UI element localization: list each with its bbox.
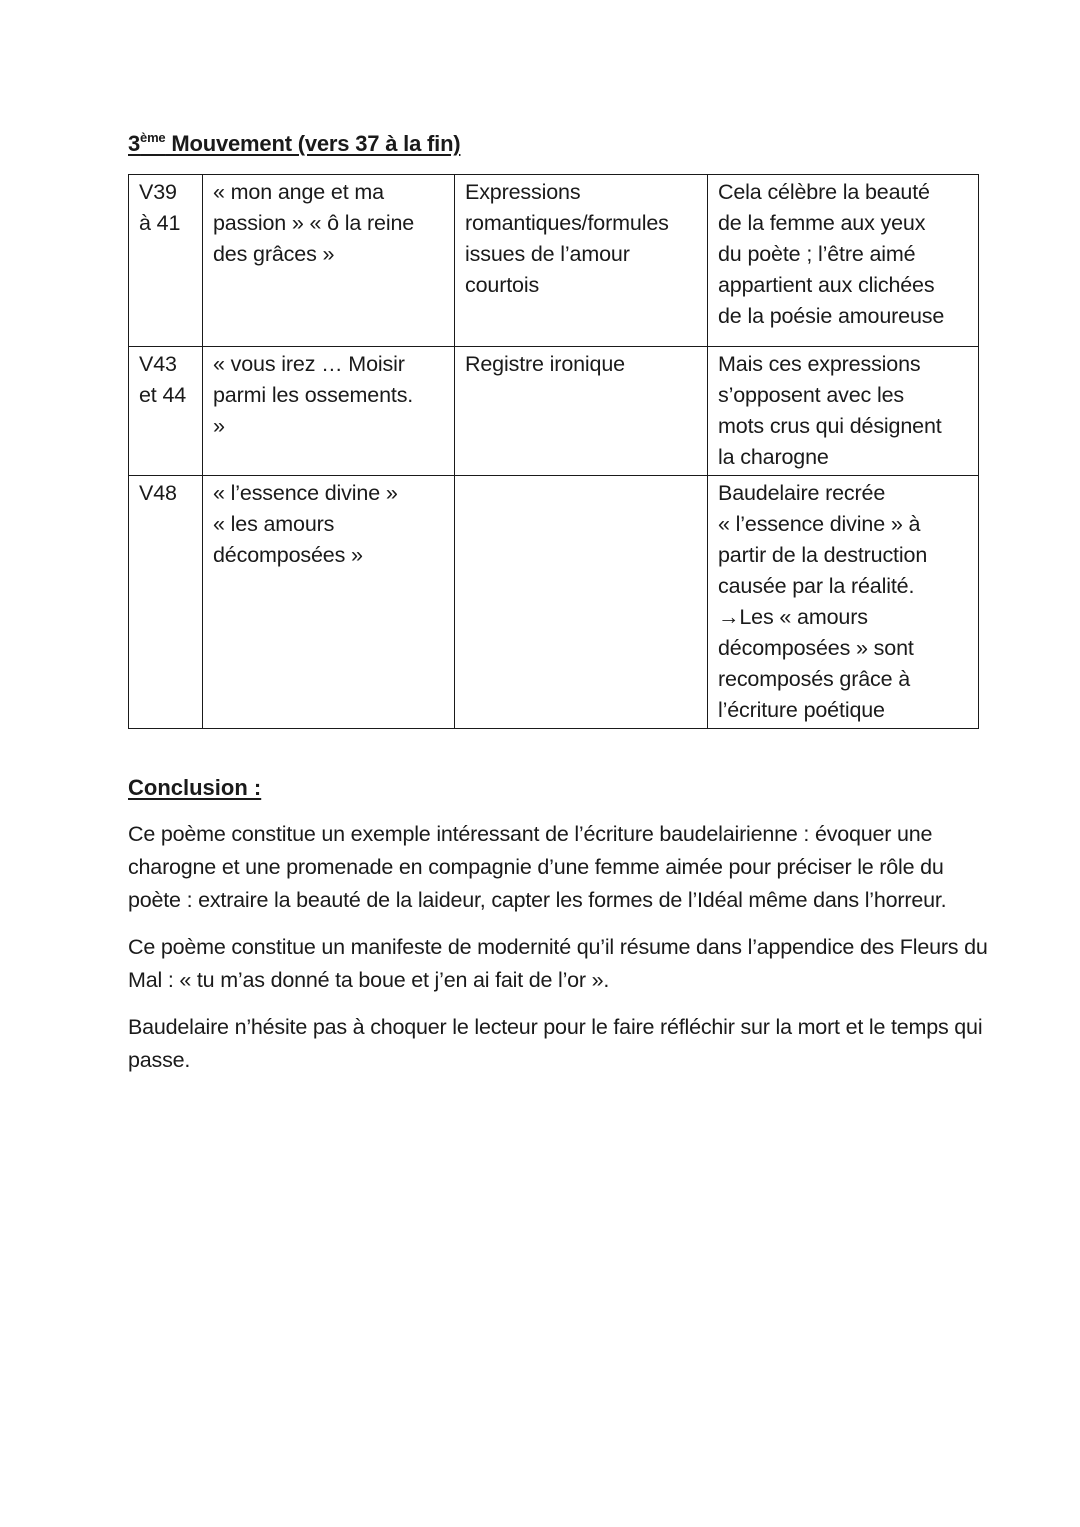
cell-line: mots crus qui désignent xyxy=(718,414,942,438)
quote-cell xyxy=(203,476,455,729)
quote-cell xyxy=(203,175,455,347)
interpretation-cell xyxy=(708,476,979,729)
document-page xyxy=(128,128,978,729)
cell-line: » xyxy=(213,414,225,438)
cell-line: partir de la destruction xyxy=(718,543,928,567)
analysis-table xyxy=(128,174,979,729)
device-cell xyxy=(455,347,708,476)
verse-cell xyxy=(129,476,203,729)
conclusion-paragraph: Baudelaire n’hésite pas à choquer le lecteur pour le faire réfléchir sur la mort et le temps qui passe. xyxy=(128,1015,983,1072)
verse-cell xyxy=(129,347,203,476)
cell-line: décomposées » sont xyxy=(718,636,914,660)
cell-line: recomposés grâce à xyxy=(718,667,911,691)
cell-line: passion » « ô la reine xyxy=(213,211,415,235)
table-row xyxy=(129,175,979,347)
section-title-superscript: ème xyxy=(140,130,166,145)
cell-line: →Les « amours xyxy=(718,605,868,629)
cell-line: à 41 xyxy=(139,211,181,235)
cell-line: « vous irez … Moisir xyxy=(213,352,405,376)
conclusion-title: Conclusion : xyxy=(128,775,262,800)
table-row xyxy=(129,476,979,729)
cell-line: décomposées » xyxy=(213,543,363,567)
cell-line: V39 xyxy=(139,180,177,204)
cell-line: « mon ange et ma xyxy=(213,180,384,204)
interpretation-cell xyxy=(708,347,979,476)
device-cell xyxy=(455,175,708,347)
cell-line: des grâces » xyxy=(213,242,335,266)
section-title-number: 3 xyxy=(128,131,141,156)
cell-line: de la poésie amoureuse xyxy=(718,304,945,328)
conclusion-body xyxy=(128,818,988,1091)
conclusion-paragraph: Ce poème constitue un manifeste de modernité qu’il résume dans l’appendice des Fleurs du Mal : « tu m’as donné ta boue et j’en ai fait de l’or ». xyxy=(128,935,988,992)
cell-line: Mais ces expressions xyxy=(718,352,921,376)
interpretation-cell xyxy=(708,175,979,347)
section-title xyxy=(128,128,978,160)
cell-line: V43 xyxy=(139,352,177,376)
cell-line: « l’essence divine » à xyxy=(718,512,921,536)
cell-line: issues de l’amour xyxy=(465,242,630,266)
quote-cell xyxy=(203,347,455,476)
verse-cell xyxy=(129,175,203,347)
cell-line: la charogne xyxy=(718,445,829,469)
cell-line: Registre ironique xyxy=(465,352,625,376)
cell-line: de la femme aux yeux xyxy=(718,211,926,235)
cell-line: parmi les ossements. xyxy=(213,383,414,407)
cell-line: appartient aux clichées xyxy=(718,273,935,297)
cell-line: Cela célèbre la beauté xyxy=(718,180,930,204)
section-title-text: Mouvement (vers 37 à la fin) xyxy=(165,131,461,156)
device-cell-empty xyxy=(455,476,708,729)
cell-line: du poète ; l’être aimé xyxy=(718,242,916,266)
cell-line: V48 xyxy=(139,481,177,505)
cell-line: Expressions xyxy=(465,180,581,204)
table-row xyxy=(129,347,979,476)
conclusion-paragraph: Ce poème constitue un exemple intéressant de l’écriture baudelairienne : évoquer une charogne et une promenade en compagnie d’une femme aimée pour préciser le rôle du poète : extraire la beauté de la laideur, capter les formes de l’Idéal même dans l’horreur. xyxy=(128,822,947,912)
cell-line: courtois xyxy=(465,273,540,297)
cell-line: « l’essence divine » xyxy=(213,481,398,505)
cell-line: causée par la réalité. xyxy=(718,574,915,598)
cell-line: et 44 xyxy=(139,383,187,407)
cell-line: s’opposent avec les xyxy=(718,383,904,407)
cell-line: l’écriture poétique xyxy=(718,698,885,722)
cell-line: Baudelaire recrée xyxy=(718,481,886,505)
cell-line: romantiques/formules xyxy=(465,211,669,235)
cell-line: « les amours xyxy=(213,512,335,536)
